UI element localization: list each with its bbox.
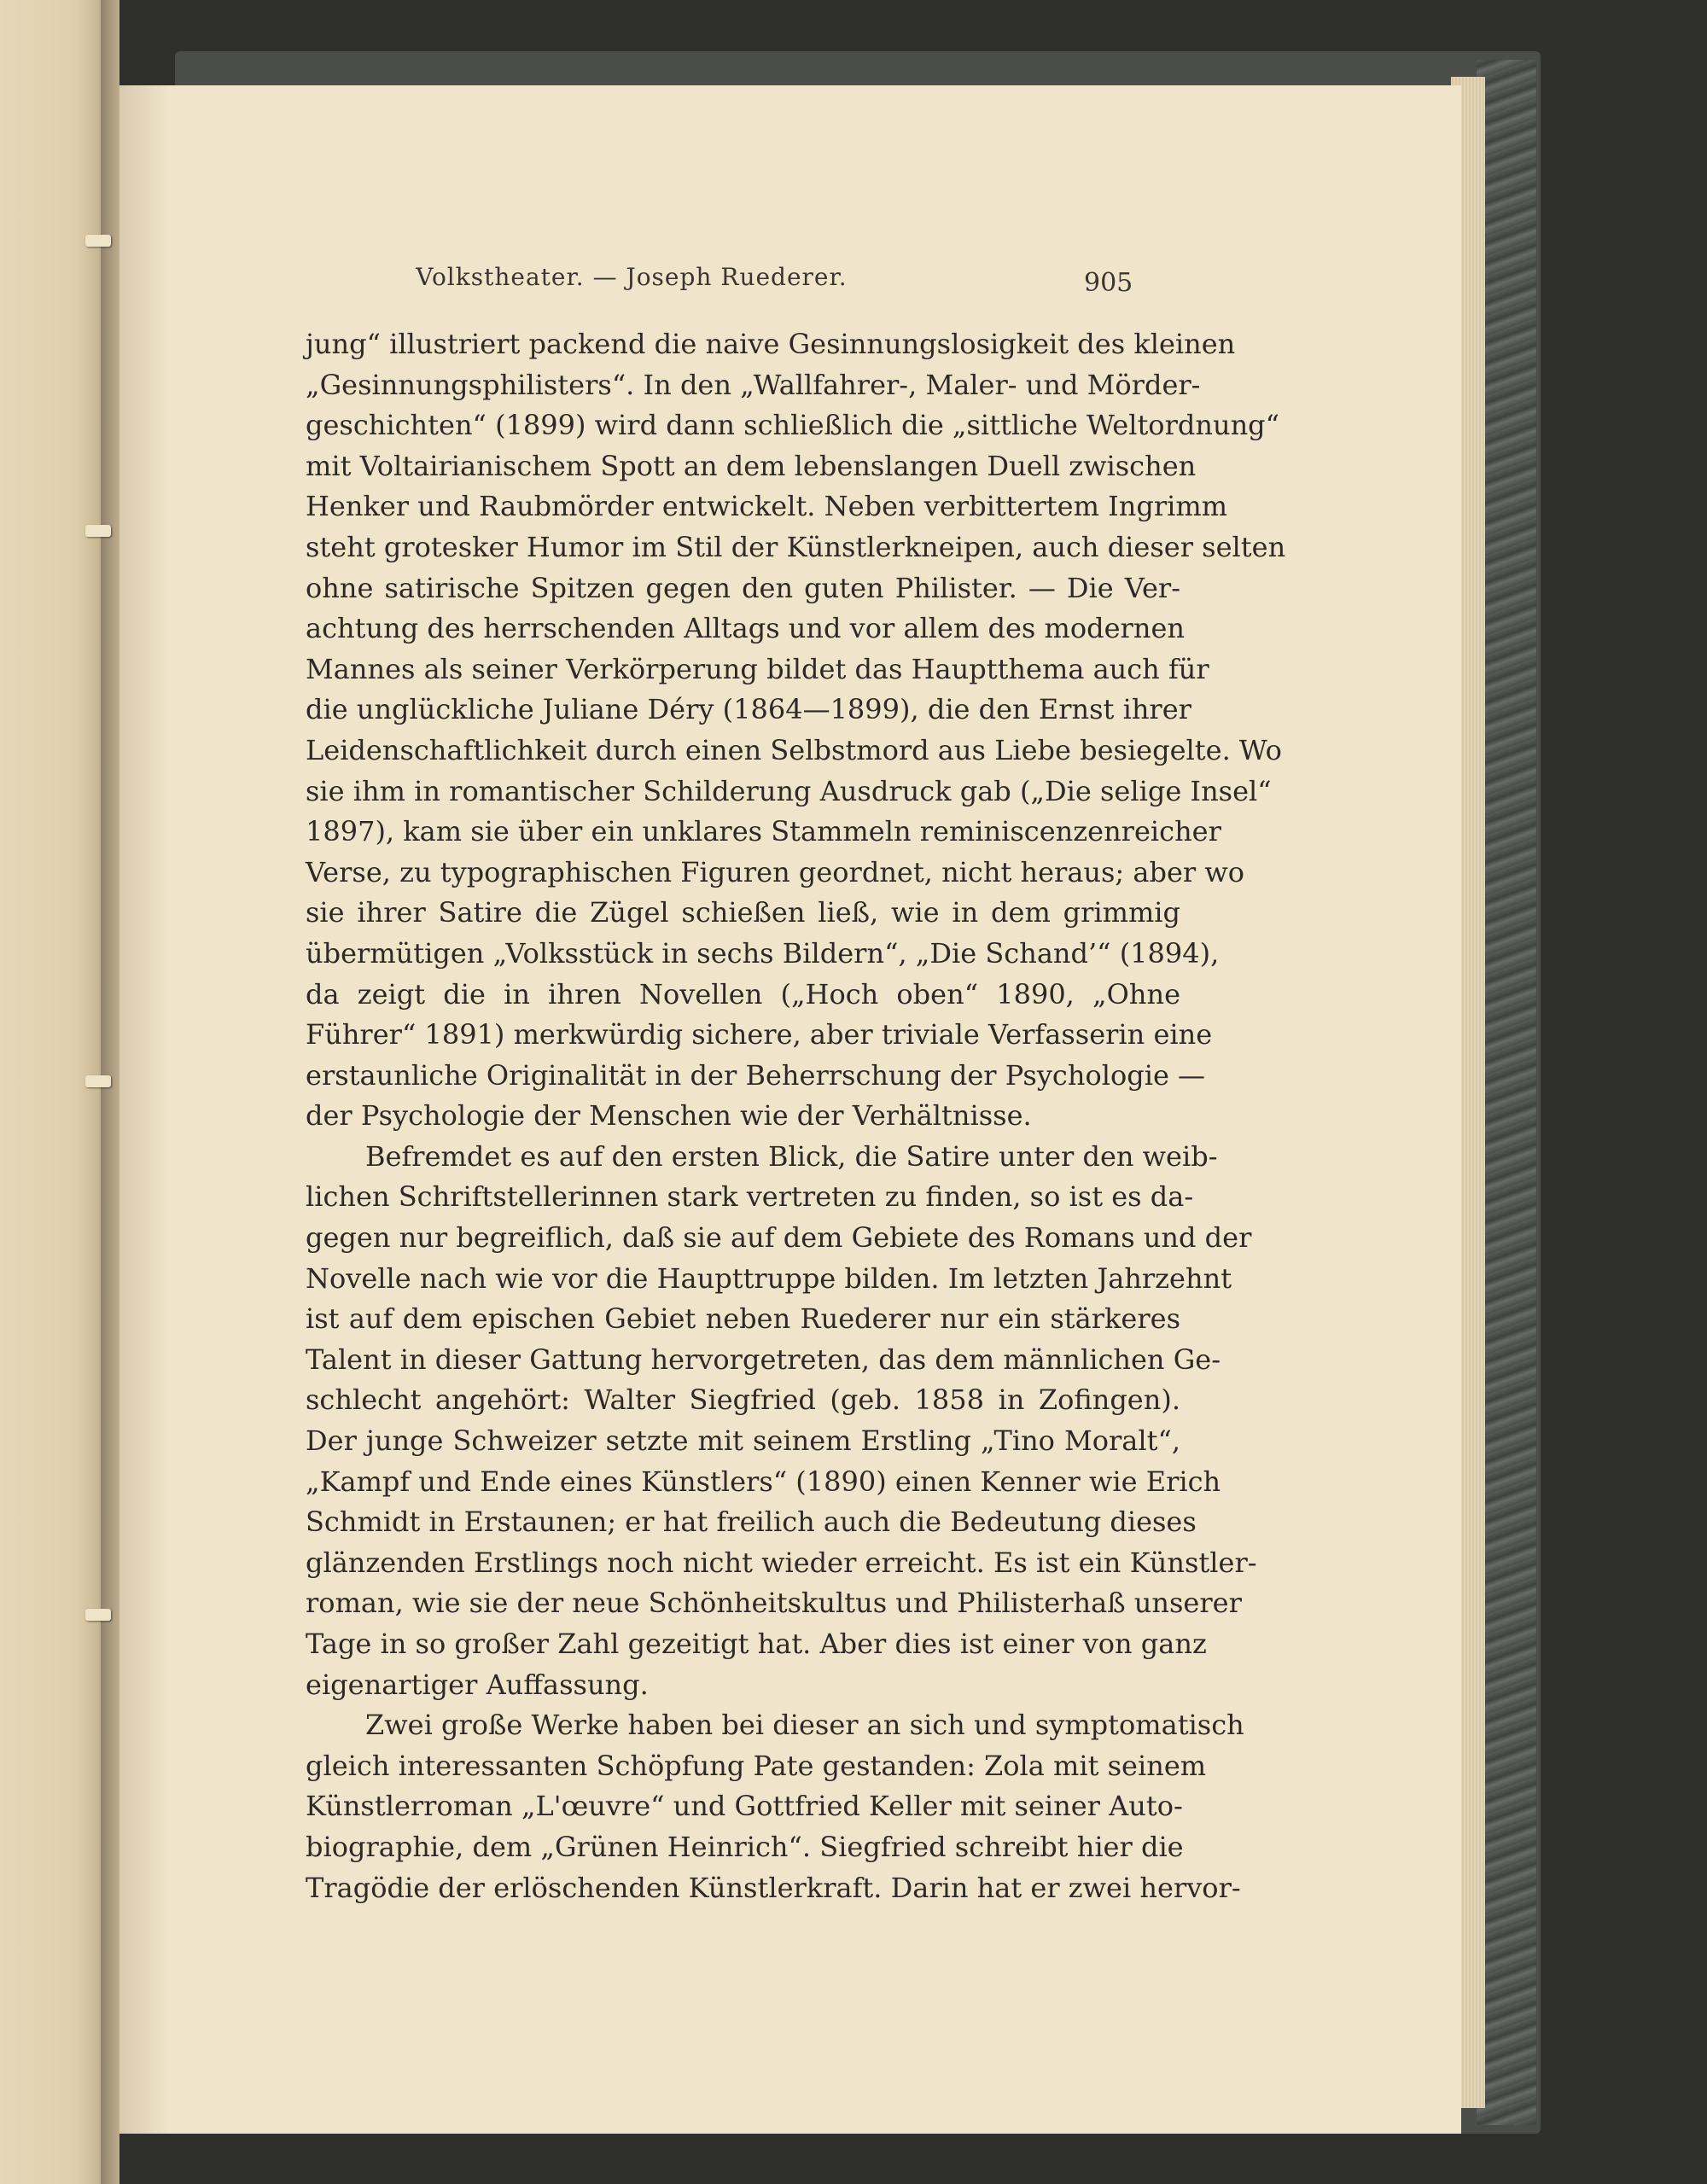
text-line: Novelle nach wie vor die Haupttruppe bilden. Im letzten Jahrzehnt: [306, 1261, 1232, 1295]
text-line: Tage in so großer Zahl gezeitigt hat. Aber dies ist einer von ganz: [306, 1628, 1207, 1660]
text-line: Verse, zu typographischen Figuren geordnet, nicht heraus; aber wo: [306, 855, 1244, 888]
text-line: Führer“ 1891) merkwürdig sichere, aber triviale Verfasserin eine: [306, 1018, 1213, 1051]
text-line: „Kampf und Ende eines Künstlers“ (1890) einen Kenner wie Erich: [306, 1465, 1221, 1498]
text-line: biographie, dem „Grünen Heinrich“. Siegfried schreibt hier die: [306, 1830, 1184, 1863]
text-line: Henker und Raubmörder entwickelt. Neben verbittertem Ingrimm: [306, 490, 1228, 523]
text-line: gleich interessanten Schöpfung Pate gestanden: Zola mit seinem: [306, 1749, 1207, 1782]
text-line: jung“ illustriert packend die naive Gesinnungslosigkeit des kleinen: [306, 328, 1236, 360]
left-facing-page: [0, 0, 107, 2184]
body-text: [306, 324, 1286, 1908]
text-line: ist auf dem epischen Gebiet neben Ruederer nur ein stärkeres: [306, 1302, 1180, 1336]
paper-tab-mark: [85, 525, 111, 537]
text-line: „Gesinnungsphilisters“. In den „Wallfahrer-, Maler- und Mörder-: [306, 368, 1201, 401]
text-line: achtung des herrschenden Alltags und vor allem des modernen: [306, 612, 1185, 645]
text-line: glänzenden Erstlings noch nicht wieder erreicht. Es ist ein Künstler-: [306, 1546, 1257, 1579]
book-gutter: [101, 0, 119, 2184]
text-line: Zwei große Werke haben bei dieser an sich und symptomatisch: [365, 1709, 1244, 1742]
text-line: roman, wie sie der neue Schönheitskultus und Philisterhaß unserer: [306, 1587, 1242, 1620]
text-line: Befremdet es auf den ersten Blick, die Satire unter den weib-: [365, 1139, 1218, 1173]
text-line: Mannes als seiner Verkörperung bildet das Hauptthema auch für: [306, 652, 1209, 685]
text-line: gegen nur begreiflich, daß sie auf dem Gebiete des Romans und der: [306, 1221, 1252, 1255]
text-line: da zeigt die in ihren Novellen („Hoch oben“ 1890, „Ohne: [306, 977, 1180, 1010]
text-line: Leidenschaftlichkeit durch einen Selbstmord aus Liebe besiegelte. Wo: [306, 733, 1282, 766]
text-line: mit Voltairianischem Spott an dem lebenslangen Duell zwischen: [306, 449, 1197, 482]
text-line: Der junge Schweizer setzte mit seinem Erstling „Tino Moralt“,: [306, 1424, 1180, 1458]
text-line: Schmidt in Erstaunen; er hat freilich auch die Bedeutung dieses: [306, 1506, 1197, 1539]
text-line: ohne satirische Spitzen gegen den guten Philister. — Die Ver-: [306, 571, 1180, 604]
text-line: geschichten“ (1899) wird dann schließlich die „sittliche Weltordnung“: [306, 409, 1280, 442]
text-line: Künstlerroman „L'œuvre“ und Gottfried Keller mit seiner Auto-: [306, 1790, 1183, 1823]
text-line: schlecht angehört: Walter Siegfried (geb. 1858 in Zofingen).: [306, 1383, 1180, 1417]
paper-tab-mark: [85, 1609, 111, 1621]
page-number: 905: [1084, 268, 1133, 298]
text-line: Talent in dieser Gattung hervorgetreten, das dem männlichen Ge-: [306, 1342, 1221, 1376]
text-line: erstaunliche Originalität in der Beherrschung der Psychologie —: [306, 1058, 1206, 1092]
text-line: eigenartiger Auffassung.: [306, 1668, 649, 1701]
text-line: sie ihm in romantischer Schilderung Ausdruck gab („Die selige Insel“: [306, 774, 1272, 807]
text-line: übermütigen „Volksstück in sechs Bildern“, „Die Schand’“ (1894),: [306, 936, 1220, 970]
text-line: der Psychologie der Menschen wie der Verhältnisse.: [306, 1099, 1032, 1133]
text-line: 1897), kam sie über ein unklares Stammeln reminiscenzenreicher: [306, 815, 1221, 848]
text-line: die unglückliche Juliane Déry (1864—1899), die den Ernst ihrer: [306, 693, 1191, 726]
text-line: sie ihrer Satire die Zügel schießen ließ, wie in dem grimmig: [306, 896, 1180, 929]
running-head: Volkstheater. — Joseph Ruederer.: [416, 263, 848, 291]
cover-marbled-edge: [1477, 60, 1536, 2125]
text-line: steht grotesker Humor im Stil der Künstlerkneipen, auch dieser selten: [306, 530, 1286, 563]
text-line: Tragödie der erlöschenden Künstlerkraft. Darin hat er zwei hervor-: [306, 1871, 1241, 1904]
paper-tab-mark: [85, 1075, 111, 1087]
paper-tab-mark: [85, 235, 111, 247]
text-line: lichen Schriftstellerinnen stark vertreten zu finden, so ist es da-: [306, 1180, 1194, 1214]
